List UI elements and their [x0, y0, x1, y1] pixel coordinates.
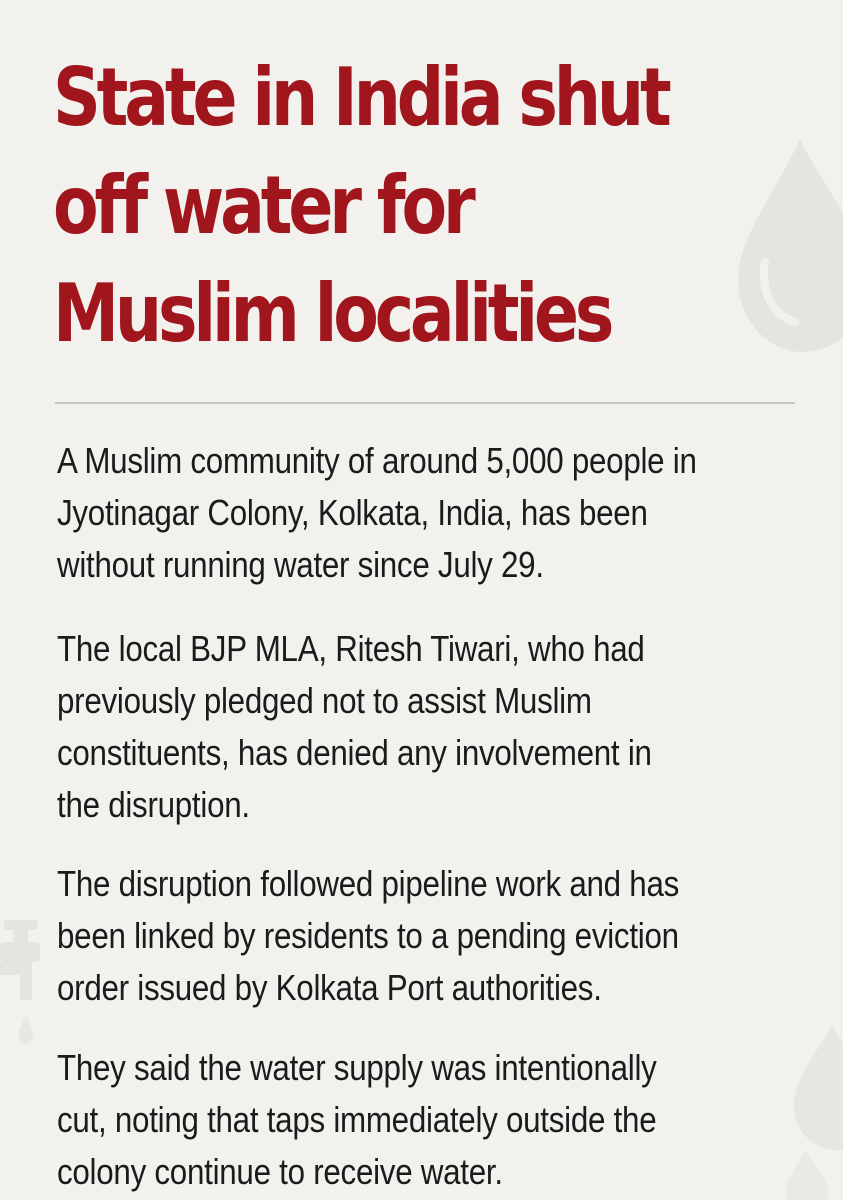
paragraph-community: [57, 435, 753, 591]
paragraph-line: They said the water supply was intentionally: [57, 1047, 657, 1088]
headline: [53, 44, 684, 368]
paragraph-line: A Muslim community of around 5,000 people in: [57, 440, 697, 481]
paragraph-line: constituents, has denied any involvement in: [57, 732, 652, 773]
paragraph-line: been linked by residents to a pending eviction: [57, 915, 679, 956]
paragraph-line: order issued by Kolkata Port authorities.: [57, 967, 602, 1008]
divider: [55, 402, 795, 404]
paragraph-line: cut, noting that taps immediately outside the: [57, 1099, 657, 1140]
paragraph-supply: [57, 1042, 753, 1198]
headline-line: Muslim localities: [53, 267, 611, 360]
paragraph-pipeline: [57, 858, 753, 1014]
paragraph-line: Jyotinagar Colony, Kolkata, India, has been: [57, 492, 648, 533]
paragraph-line: the disruption.: [57, 784, 250, 825]
headline-line: off water for: [53, 159, 472, 252]
paragraph-line: without running water since July 29.: [57, 544, 544, 585]
paragraph-line: colony continue to receive water.: [57, 1151, 503, 1192]
paragraph-line: The disruption followed pipeline work and has: [57, 863, 680, 904]
paragraph-line: The local BJP MLA, Ritesh Tiwari, who had: [57, 628, 645, 669]
paragraph-line: previously pledged not to assist Muslim: [57, 680, 592, 721]
headline-line: State in India shut: [53, 51, 668, 144]
paragraph-mla: [57, 623, 753, 831]
